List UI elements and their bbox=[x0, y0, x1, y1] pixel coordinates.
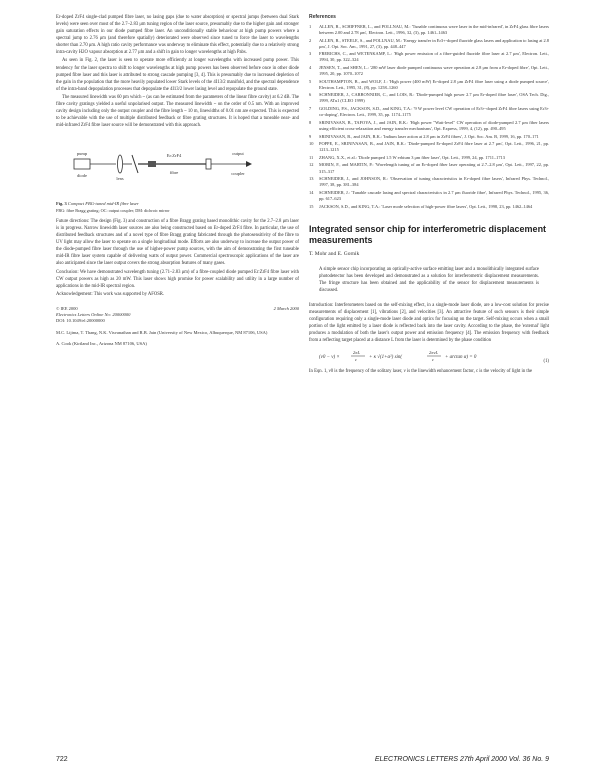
reference-item bbox=[309, 190, 549, 202]
equation-1 bbox=[309, 346, 549, 366]
reference-item bbox=[309, 141, 549, 153]
reference-text: ALLEN, R., STEELE, S., and POLLNAU, M.: 'Energy transfer in Er3+-doped fluoride glass lasers and application to lasing at 2.8 μm', J. Opt. Soc. Am., 1991, 27, (3), pp. 448–447 bbox=[319, 37, 549, 49]
reference-item bbox=[309, 106, 549, 118]
reference-text: SCHNEIDER, J.: 'Tunable cascade lasing and spectral characteristics in 2.7 μm fluoride fibre', Infrared Phys. Technol., 1995, 36, pp. 617–623 bbox=[319, 189, 549, 201]
article-title: Integrated sensor chip for interferometric displacement measurements bbox=[309, 223, 547, 245]
figure-caption-number: Fig. 3 bbox=[56, 201, 67, 207]
reference-text: MORIN, F., and MARTIN, P.: 'Wavelength tuning of an Er-doped fiber laser operating at 2.7–2.8 μm', Opt. Lett., 1997, 22, pp. 315–317 bbox=[319, 162, 549, 174]
reference-item bbox=[309, 155, 549, 161]
output-sub-label: coupler bbox=[231, 171, 245, 177]
reference-text: FRERICHS, C., and WETENKAMP, L.: 'High power emission of a fibre-guided fluoride fibre laser at 2.7 μm', Electron. Lett., 1994, 30, pp. 322–324 bbox=[319, 51, 549, 63]
body-paragraph: As seen in Fig. 2, the laser is seen to operate more efficiently at longer wavelengths with increased pump power. This tendency for the laser spectra to shift to longer wavelengths at high pump powers has been observed before once in other diode pumped fibre laser and this laser is attributed to strong cascade pumping [3, 4]. This is presumably due to increased depletion of the gain in the population that the more heavily populated lower Stark levels of the 4I13/2 manifold, and the spectral dependence of the intra-band depopulation processes that depopulate the 4I13/2 lower lasing level and repopulate the ground state. bbox=[56, 58, 299, 92]
online-id: Electronics Letters Online No: 20000000 bbox=[56, 312, 131, 318]
conclusion-paragraph: Conclusion: We have demonstrated wavelength tuning (2.71–2.83 μm) of a fibre-coupled diode pumped Er:ZrF4 fibre laser with CW output powers as high as 20 mW. This laser shows high promise for power scalability and utility in a large number of applications in the mid-IR spectral region. bbox=[56, 269, 299, 289]
lens-shape bbox=[118, 155, 123, 173]
equation-number: (1) bbox=[543, 359, 549, 365]
reference-number: 2 bbox=[309, 37, 312, 43]
reference-item bbox=[309, 65, 549, 77]
reference-number: 1 bbox=[309, 24, 312, 29]
reference-number: 4 bbox=[309, 65, 312, 71]
left-column bbox=[56, 14, 299, 347]
article-meta bbox=[56, 306, 299, 347]
reference-text: JACKSON, S.D., and KING, T.A.: 'Laser mode selection of high-power fibre lasers', Opt. Lett., 1998, 23, pp. 1462–1464 bbox=[319, 203, 533, 209]
copyright-notice: © IEE 2000 bbox=[56, 306, 78, 312]
reference-list bbox=[309, 24, 549, 210]
reference-number: 12 bbox=[309, 162, 314, 168]
reference-text: ZHANG, X.X., et al.: 'Diode pumped 1.5 W erbium 3 μm fiber laser', Opt. Lett., 1999, 24, pp. 1711–1713 bbox=[319, 154, 505, 160]
svg-text:+ arctan α) = 0: + arctan α) = 0 bbox=[445, 355, 477, 361]
reference-number: 9 bbox=[309, 133, 312, 139]
after-equation-paragraph: In Eqn. 1, ν0 is the frequency of the solitary laser, ν is the linewidth enhancement factor, c is the velocity of light in the bbox=[309, 369, 533, 375]
reference-text: ALLEN, R., SCHIFFNER, L., and POLLNAU, M.: 'Tunable continuous wave laser in the mid-infrared', in ZrF4 glass fibre lasers between 2.00 and 2.78 μm', Electron. Lett., 1996, 32, (3), pp. 1461–1463 bbox=[319, 24, 549, 36]
page-number: 722 bbox=[56, 756, 68, 763]
reference-number: 15 bbox=[309, 203, 314, 209]
doi: DOI: 10.1049/el:20000000 bbox=[56, 318, 105, 324]
reference-text: SCHNEIDER, J., CARBONNIER, C., and LOIS, R.: 'Diode-pumped high power 2.7 μm Er-doped fibre laser', OSA Tech. Dig., 1999, ATu1 (CLEO 1999) bbox=[319, 92, 549, 104]
reference-item bbox=[309, 120, 549, 132]
pump-diode-box bbox=[74, 159, 90, 169]
phase-condition-equation bbox=[309, 346, 509, 366]
reference-number: 10 bbox=[309, 141, 314, 147]
author-affiliation: M.C. Lijima, T. Thang, N.K. Visvanathan and R.B. Jain (University of New Mexico, Albuquerque, NM 87106, USA) bbox=[56, 329, 268, 335]
figure-caption-text: Compact FBG-tuned mid-IR fibre laser bbox=[67, 201, 139, 207]
figure-3 bbox=[56, 133, 299, 199]
reference-item bbox=[309, 162, 549, 174]
reference-item bbox=[309, 24, 549, 36]
svg-text:+ κ √(1+α²) sin(: + κ √(1+α²) sin( bbox=[369, 355, 403, 361]
future-directions-paragraph: Future directions: The design (Fig. 3) and construction of a fibre Bragg grating based monolithic cavity for the 2.7–2.8 μm laser is in progress. Narrow linewidth laser sources are also being constructed based on Er-doped ZrF4 fibre. In particular, the use of distributed feedback structures and of a novel type of fibre Bragg grating fabricated through the photosensitivity of the fibre to UV light may allow the laser to operate on a single longitudinal mode. Efforts are also underway to increase the output power of the diode-pumped fibre laser through the use of higher-power pump sources, with the aim of demonstrating the first tuneable mid-IR fibre laser system capable of delivering watts of output power. Commercial spectroscopic applications of the laser are also anticipated since the laser output covers the strong absorption features of many gases. bbox=[56, 219, 299, 267]
right-column bbox=[309, 14, 549, 376]
reference-text: SOUTHAMPTON, B., and WOLF, J.: 'High power (400 mW) Er-doped 2.8 μm ZrF4 fibre laser using a diode pumped source', Electron. Lett., 1995, 31, (8), pp. 1258–1260 bbox=[319, 78, 549, 90]
svg-text:(ν0 − ν) ×: (ν0 − ν) × bbox=[319, 355, 340, 361]
pump-label: pump bbox=[76, 151, 88, 157]
reference-number: 3 bbox=[309, 51, 312, 57]
reference-text: SCHNEIDER, J., and JOHNSON, R.: 'Observation of tuning characteristics in Er-doped fibre lasers', Infrared Phys. Technol., 1997, 38, pp. 381–384 bbox=[319, 176, 549, 188]
reference-text: SRINIVASAN, B., TAFOYA, J., and JAIN, R.K.: 'High power "Watt-level" CW operation of diode-pumped 2.7 μm fiber lasers using efficient cross-relaxation and energy transfer mechanisms', Opt. Express, 1999, 4, (12), pp. 490–495 bbox=[319, 119, 549, 131]
author-affiliation-2: A. Cook (Kirtland Inc., Arizona NM 87106, USA) bbox=[56, 340, 147, 346]
reference-number: 13 bbox=[309, 176, 314, 182]
reference-number: 8 bbox=[309, 119, 312, 125]
fbg-grating bbox=[148, 161, 156, 167]
reference-number: 7 bbox=[309, 106, 312, 112]
reference-item bbox=[309, 79, 549, 91]
output-label: output bbox=[232, 151, 244, 157]
acknowledgement-paragraph: Acknowledgement: This work was supported by AFOSR. bbox=[56, 291, 165, 297]
reference-text: GOLDING, P.S., JACKSON, S.D., and KING, T.A.: '9 W power level CW operation of Er3+-doped ZrF4 fibre lasers using Er3+ co-doping', Electron. Lett., 1999, 35, pp. 1174–1175 bbox=[319, 106, 549, 118]
reference-item bbox=[309, 51, 549, 63]
reference-text: POPPE, E., SRINIVASAN, B., and JAIN, R.K.: 'Diode-pumped Er-doped ZrF4 fibre laser at 2.7 μm', Opt. Lett., 1996, 21, pp. 1213–1215 bbox=[319, 141, 549, 153]
reference-number: 5 bbox=[309, 78, 312, 84]
fibre-sub-label: fibre bbox=[169, 170, 179, 176]
references-heading: References bbox=[309, 14, 336, 20]
svg-text:c: c bbox=[355, 357, 357, 363]
svg-text:2πL: 2πL bbox=[353, 350, 361, 356]
reference-item bbox=[309, 92, 549, 104]
reference-item bbox=[309, 204, 549, 210]
journal-footer: ELECTRONICS LETTERS 27th April 2000 Vol. 36 No. 9 bbox=[374, 756, 549, 763]
svg-text:2πνL: 2πνL bbox=[429, 350, 439, 356]
fibre-laser-schematic bbox=[56, 133, 299, 199]
reference-text: JENSEN, T., and SHEN, L.: '280 mW laser diode pumped continuous wave operation at 2.8 μm from a Er-doped fibre', Opt. Lett., 1995, 20, pp. 1070–1072 bbox=[319, 65, 549, 77]
article-authors: T. Mohr and E. Gornik bbox=[309, 250, 360, 257]
reference-number: 6 bbox=[309, 92, 312, 98]
output-coupler bbox=[206, 159, 211, 169]
reference-item bbox=[309, 134, 549, 140]
reference-item bbox=[309, 176, 549, 188]
body-paragraph: Er-doped ZrF4 single-clad pumped fibre laser, no lasing gaps (due to water absorption) or spectral jumps (between dual Stark levels) were seen over most of the 2.7–2.83 μm tuning region of the laser source, presumably due to the higher gain and stronger gain saturation effects in our diode pumped fibre laser. An unconditionally stable behaviour at high pump powers where a spectral jump to 2.76 μm (and therefore spatially) deteriorated were observed since tuned to force the laser to wavelengths shorter than 2.70 μm. A high ratio cavity performance was underway to eliminate this effect, potentially due to a relatively strong intra-cavity H2O vapour absorption at 2.77 μm and a shift in gain to longer wavelengths at high Pabs. bbox=[56, 15, 299, 56]
abstract: A simple sensor chip incorporating an optically-active surface emitting laser and a monolithically integrated surface photodetector has been developed and demonstrated as a solution for interferometric displacement measurements. The fringe structure has been obtained and the applicability of the sensor for displacement measurements is discussed. bbox=[319, 266, 539, 293]
reference-text: SRINIVASAN, B., and JAIN, R.K.: 'Indium laser action at 2.8 μm in ZrF4 fibres', J. Opt. Soc. Am. B, 1999, 16, pp. 170–171 bbox=[319, 133, 539, 139]
figure-subcaption: FBG: fibre Bragg grating; OC: output coupler; DM: dichroic mirror bbox=[56, 208, 170, 214]
fibre-label: Er:ZrF4 bbox=[166, 153, 182, 159]
reference-item bbox=[309, 38, 549, 50]
reference-number: 11 bbox=[309, 154, 314, 160]
introduction-paragraph: Introduction: Interferometers based on the self-mixing effect, in a single-mode laser diode, are a low-cost solution for precise measurements of displacement [1], vibrations [2], and velocities [3]. An attractive feature of such sensors is their simple configuration requiring only a single-mode laser diode and optics for focusing on the target. Self-mixing occurs when a small portion of the light emitted by a laser diode is reflected back into the laser cavity. According to the phase, the 'external' light produces a modulation of both the laser's output power and emission frequency [4]. The emission frequency with feedback from a reflecting target placed at a distance L from the laser is determined by the phase condition bbox=[309, 302, 549, 343]
svg-text:c: c bbox=[432, 357, 434, 363]
body-paragraph: The measured linewidth was 60 pm which ~ (as can be estimated from the parameters of the linear fibre cavity) at 6.2 dB. The fibre cavity gratings yielded a useful unpolarised output. The measured linewidth ~ on the order of 0.5 nm. With an improved cavity design including only the output coupler and the fibre length ~ 10 m, linewidths of 0.01 nm are expected. This is expected to be achievable with the use of multiple distributed feedback or fibre grating structures. It is hoped that a tuneable near- and mid-infrared ZrF4 fibre laser source will be demonstrated with this approach. bbox=[56, 94, 299, 129]
reference-number: 14 bbox=[309, 189, 314, 195]
pump-sub-label: diode bbox=[77, 173, 87, 179]
received-date: 2 March 2000 bbox=[273, 306, 299, 312]
dichroic-mirror bbox=[132, 155, 138, 173]
figure-caption bbox=[56, 201, 299, 207]
lens-label: lens bbox=[116, 176, 124, 182]
output-arrow bbox=[246, 161, 252, 167]
